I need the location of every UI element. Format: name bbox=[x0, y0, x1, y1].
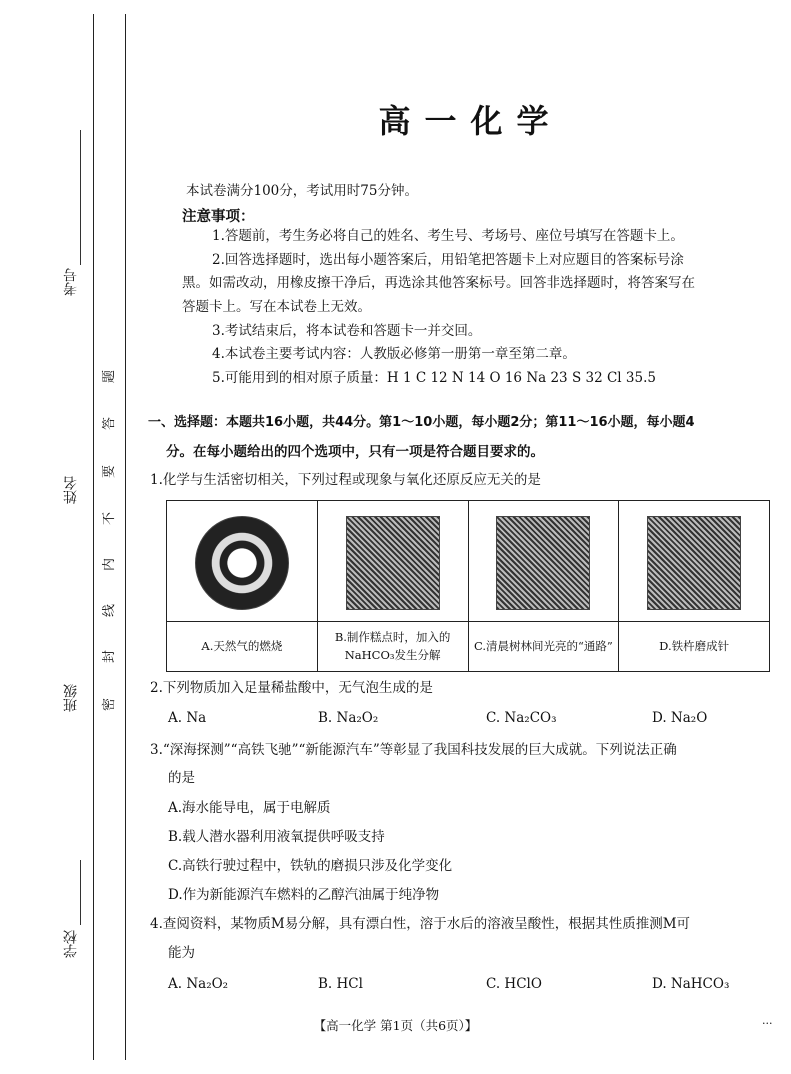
q1-option-d[interactable] bbox=[619, 501, 769, 671]
q3-stem-line2: 的是 bbox=[168, 770, 195, 786]
seal-char-3: 线 bbox=[102, 603, 118, 618]
edge-mark: ... bbox=[762, 1014, 773, 1027]
notice-item-2: 2.回答选择题时，选出每小题答案后，用铅笔把答题卡上对应题目的答案标号涂 bbox=[212, 252, 684, 268]
q3-stem-line1: 3.“深海探测”“高铁飞驰”“新能源汽车”等彰显了我国科技发展的巨大成就。下列说法正确 bbox=[150, 742, 677, 758]
section-heading-line2: 分。在每小题给出的四个选项中，只有一项是符合题目要求的。 bbox=[166, 444, 544, 460]
school-blank[interactable] bbox=[80, 860, 81, 925]
seal-char-8: 题 bbox=[102, 369, 118, 384]
notice-item-5: 5.可能用到的相对原子质量：H 1 C 12 N 14 O 16 Na 23 S 32 Cl 35.5 bbox=[212, 370, 656, 386]
q2-stem: 2.下列物质加入足量稀盐酸中，无气泡生成的是 bbox=[150, 680, 433, 696]
q4-option-a[interactable]: A. Na₂O₂ bbox=[168, 976, 229, 992]
seal-char-1: 密 bbox=[102, 697, 118, 712]
q1-option-b[interactable] bbox=[318, 501, 469, 671]
seal-char-6: 要 bbox=[102, 464, 118, 479]
q2-option-a[interactable]: A. Na bbox=[168, 710, 207, 726]
exam-number-blank[interactable] bbox=[80, 130, 81, 265]
page-footer: 【高一化学 第1页（共6页）】 bbox=[313, 1018, 478, 1033]
notice-item-3: 3.考试结束后，将本试卷和答题卡一并交回。 bbox=[212, 323, 482, 339]
notice-item-2-cont: 黑。如需改动，用橡皮擦干净后，再选涂其他答案标号。回答非选择题时，将答案写在 bbox=[182, 275, 695, 291]
q1-stem: 1.化学与生活密切相关，下列过程或现象与氧化还原反应无关的是 bbox=[150, 472, 541, 488]
binding-line-right bbox=[125, 14, 126, 1060]
q1-option-c[interactable] bbox=[469, 501, 620, 671]
exam-number-label: 考号 bbox=[63, 268, 79, 296]
q3-option-c[interactable]: C.高铁行驶过程中，铁轨的磨损只涉及化学变化 bbox=[168, 858, 453, 874]
notice-item-2-end: 答题卡上。写在本试卷上无效。 bbox=[182, 299, 371, 315]
binding-line-left bbox=[93, 14, 94, 1060]
q3-option-a[interactable]: A.海水能导电，属于电解质 bbox=[168, 800, 331, 816]
seal-char-5: 不 bbox=[102, 511, 118, 526]
exam-info: 本试卷满分100分，考试用时75分钟。 bbox=[186, 183, 418, 199]
q2-option-b[interactable]: B. Na₂O₂ bbox=[318, 710, 379, 726]
q1-option-b-label: B.制作糕点时，加入的NaHCO₃发生分解 bbox=[318, 621, 468, 671]
q1-option-table bbox=[166, 500, 770, 672]
q1-option-c-label: C.清晨树林间光亮的“通路” bbox=[469, 621, 619, 671]
q3-option-d[interactable]: D.作为新能源汽车燃料的乙醇汽油属于纯净物 bbox=[168, 887, 440, 903]
notice-item-4: 4.本试卷主要考试内容：人教版必修第一册第一章至第二章。 bbox=[212, 346, 576, 362]
forest-light-image bbox=[496, 516, 590, 610]
q1-option-a-label: A.天然气的燃烧 bbox=[167, 621, 317, 671]
section-heading-line1: 一、选择题：本题共16小题，共44分。第1～10小题，每小题2分；第11～16小题，每小题4 bbox=[148, 415, 695, 430]
seal-char-7: 答 bbox=[102, 416, 118, 431]
q2-option-d[interactable]: D. Na₂O bbox=[652, 710, 708, 726]
class-label: 班级 bbox=[63, 684, 79, 712]
iron-rod-image bbox=[647, 516, 741, 610]
page-title: 高一化学 bbox=[378, 102, 563, 140]
name-label: 姓名 bbox=[63, 476, 79, 504]
q4-option-b[interactable]: B. HCl bbox=[318, 976, 363, 992]
q4-option-d[interactable]: D. NaHCO₃ bbox=[652, 976, 730, 992]
seal-char-2: 封 bbox=[102, 649, 118, 664]
pastry-image bbox=[346, 516, 440, 610]
q3-option-b[interactable]: B.载人潜水器利用液氧提供呼吸支持 bbox=[168, 829, 385, 845]
notice-item-1: 1.答题前，考生务必将自己的姓名、考生号、考场号、座位号填写在答题卡上。 bbox=[212, 228, 684, 244]
q2-option-c[interactable]: C. Na₂CO₃ bbox=[486, 710, 557, 726]
notice-heading: 注意事项： bbox=[182, 209, 255, 225]
q4-stem-line2: 能为 bbox=[168, 945, 195, 961]
q1-option-a[interactable] bbox=[167, 501, 318, 671]
school-label: 学校 bbox=[63, 930, 79, 958]
gas-flame-image bbox=[195, 516, 289, 610]
q4-stem-line1: 4.查阅资料，某物质M易分解，具有漂白性，溶于水后的溶液呈酸性，根据其性质推测M可 bbox=[150, 916, 691, 932]
q1-option-d-label: D.铁杵磨成针 bbox=[619, 621, 769, 671]
q4-option-c[interactable]: C. HClO bbox=[486, 976, 542, 992]
seal-char-4: 内 bbox=[102, 557, 118, 572]
